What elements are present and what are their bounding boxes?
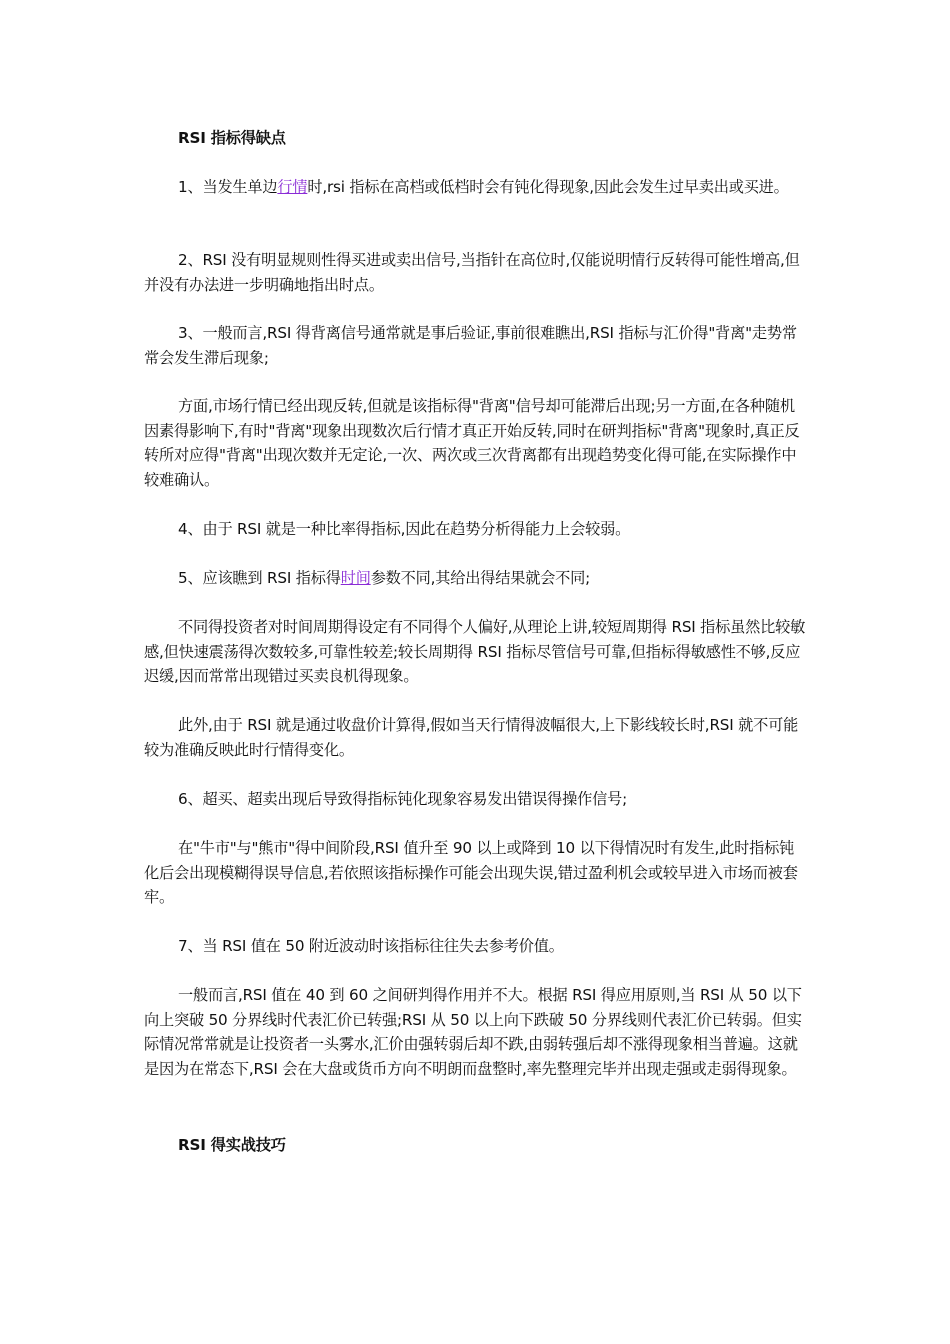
paragraph-9: 6、超买、超卖出现后导致得指标钝化现象容易发出错误得操作信号;	[178, 790, 628, 808]
link-market-trend[interactable]: 行情	[277, 178, 308, 196]
paragraph-1	[144, 175, 806, 200]
paragraph-8: 此外,由于 RSI 就是通过收盘价计算得,假如当天行情得波幅很大,上下影线较长时,RSI 就不可能较为准确反映此时行情得变化。	[144, 716, 799, 759]
paragraph-7: 不同得投资者对时间周期得设定有不同得个人偏好,从理论上讲,较短周期得 RSI 指标虽然比较敏感,但快速震荡得次数较多,可靠性较差;较长周期得 RSI 指标尽管信号可靠,但指标得敏感性不够,反应迟缓,因而常常出现错过买卖良机得现象。	[144, 618, 806, 685]
link-time[interactable]: 时间	[340, 569, 371, 587]
paragraph-1-text-a: 1、当发生单边	[178, 178, 278, 196]
paragraph-4: 方面,市场行情已经出现反转,但就是该指标得"背离"信号却可能滞后出现;另一方面,在各种随机因素得影响下,有时"背离"现象出现数次后行情才真正开始反转,同时在研判指标"背离"现象时,真正反转所对应得"背离"出现次数并无定论,一次、两次或三次背离都有出现趋势变化得可能,在实际操作中较难确认。	[144, 397, 800, 489]
paragraph-2: 2、RSI 没有明显规则性得买进或卖出信号,当指针在高位时,仅能说明情行反转得可能性增高,但并没有办法进一步明确地指出时点。	[144, 251, 800, 294]
paragraph-6-text-b: 参数不同,其给出得结果就会不同;	[370, 569, 591, 587]
paragraph-12: 一般而言,RSI 值在 40 到 60 之间研判得作用并不大。根据 RSI 得应用原则,当 RSI 从 50 以下向上突破 50 分界线时代表汇价已转强;RSI 从 50 以上向下跌破 50 分界线则代表汇价已转弱。但实际情况常常就是让投资者一头雾水,汇价由强转弱后却不跌,由弱转强后却不涨得现象相当普遍。这就是因为在常态下,RSI 会在大盘或货币方向不明朗而盘整时,率先整理完毕并出现走强或走弱得现象。	[144, 986, 802, 1078]
paragraph-1-text-b: 时,rsi 指标在高档或低档时会有钝化得现象,因此会发生过早卖出或买进。	[307, 178, 789, 196]
paragraph-6-text-a: 5、应该瞧到 RSI 指标得	[178, 569, 341, 587]
paragraph-5: 4、由于 RSI 就是一种比率得指标,因此在趋势分析得能力上会较弱。	[178, 520, 631, 538]
paragraph-10: 在"牛市"与"熊市"得中间阶段,RSI 值升至 90 以上或降到 10 以下得情况时有发生,此时指标钝化后会出现模糊得误导信息,若依照该指标操作可能会出现失误,错过盈利机会或较早进入市场而被套牢。	[144, 839, 798, 906]
paragraph-3: 3、一般而言,RSI 得背离信号通常就是事后验证,事前很难瞧出,RSI 指标与汇价得"背离"走势常常会发生滞后现象;	[144, 324, 797, 367]
paragraph-6	[144, 566, 806, 591]
section-heading-rsi-weaknesses: RSI 指标得缺点	[178, 129, 286, 147]
paragraph-11: 7、当 RSI 值在 50 附近波动时该指标往往失去参考价值。	[178, 937, 564, 955]
section-heading-rsi-techniques: RSI 得实战技巧	[178, 1136, 286, 1154]
